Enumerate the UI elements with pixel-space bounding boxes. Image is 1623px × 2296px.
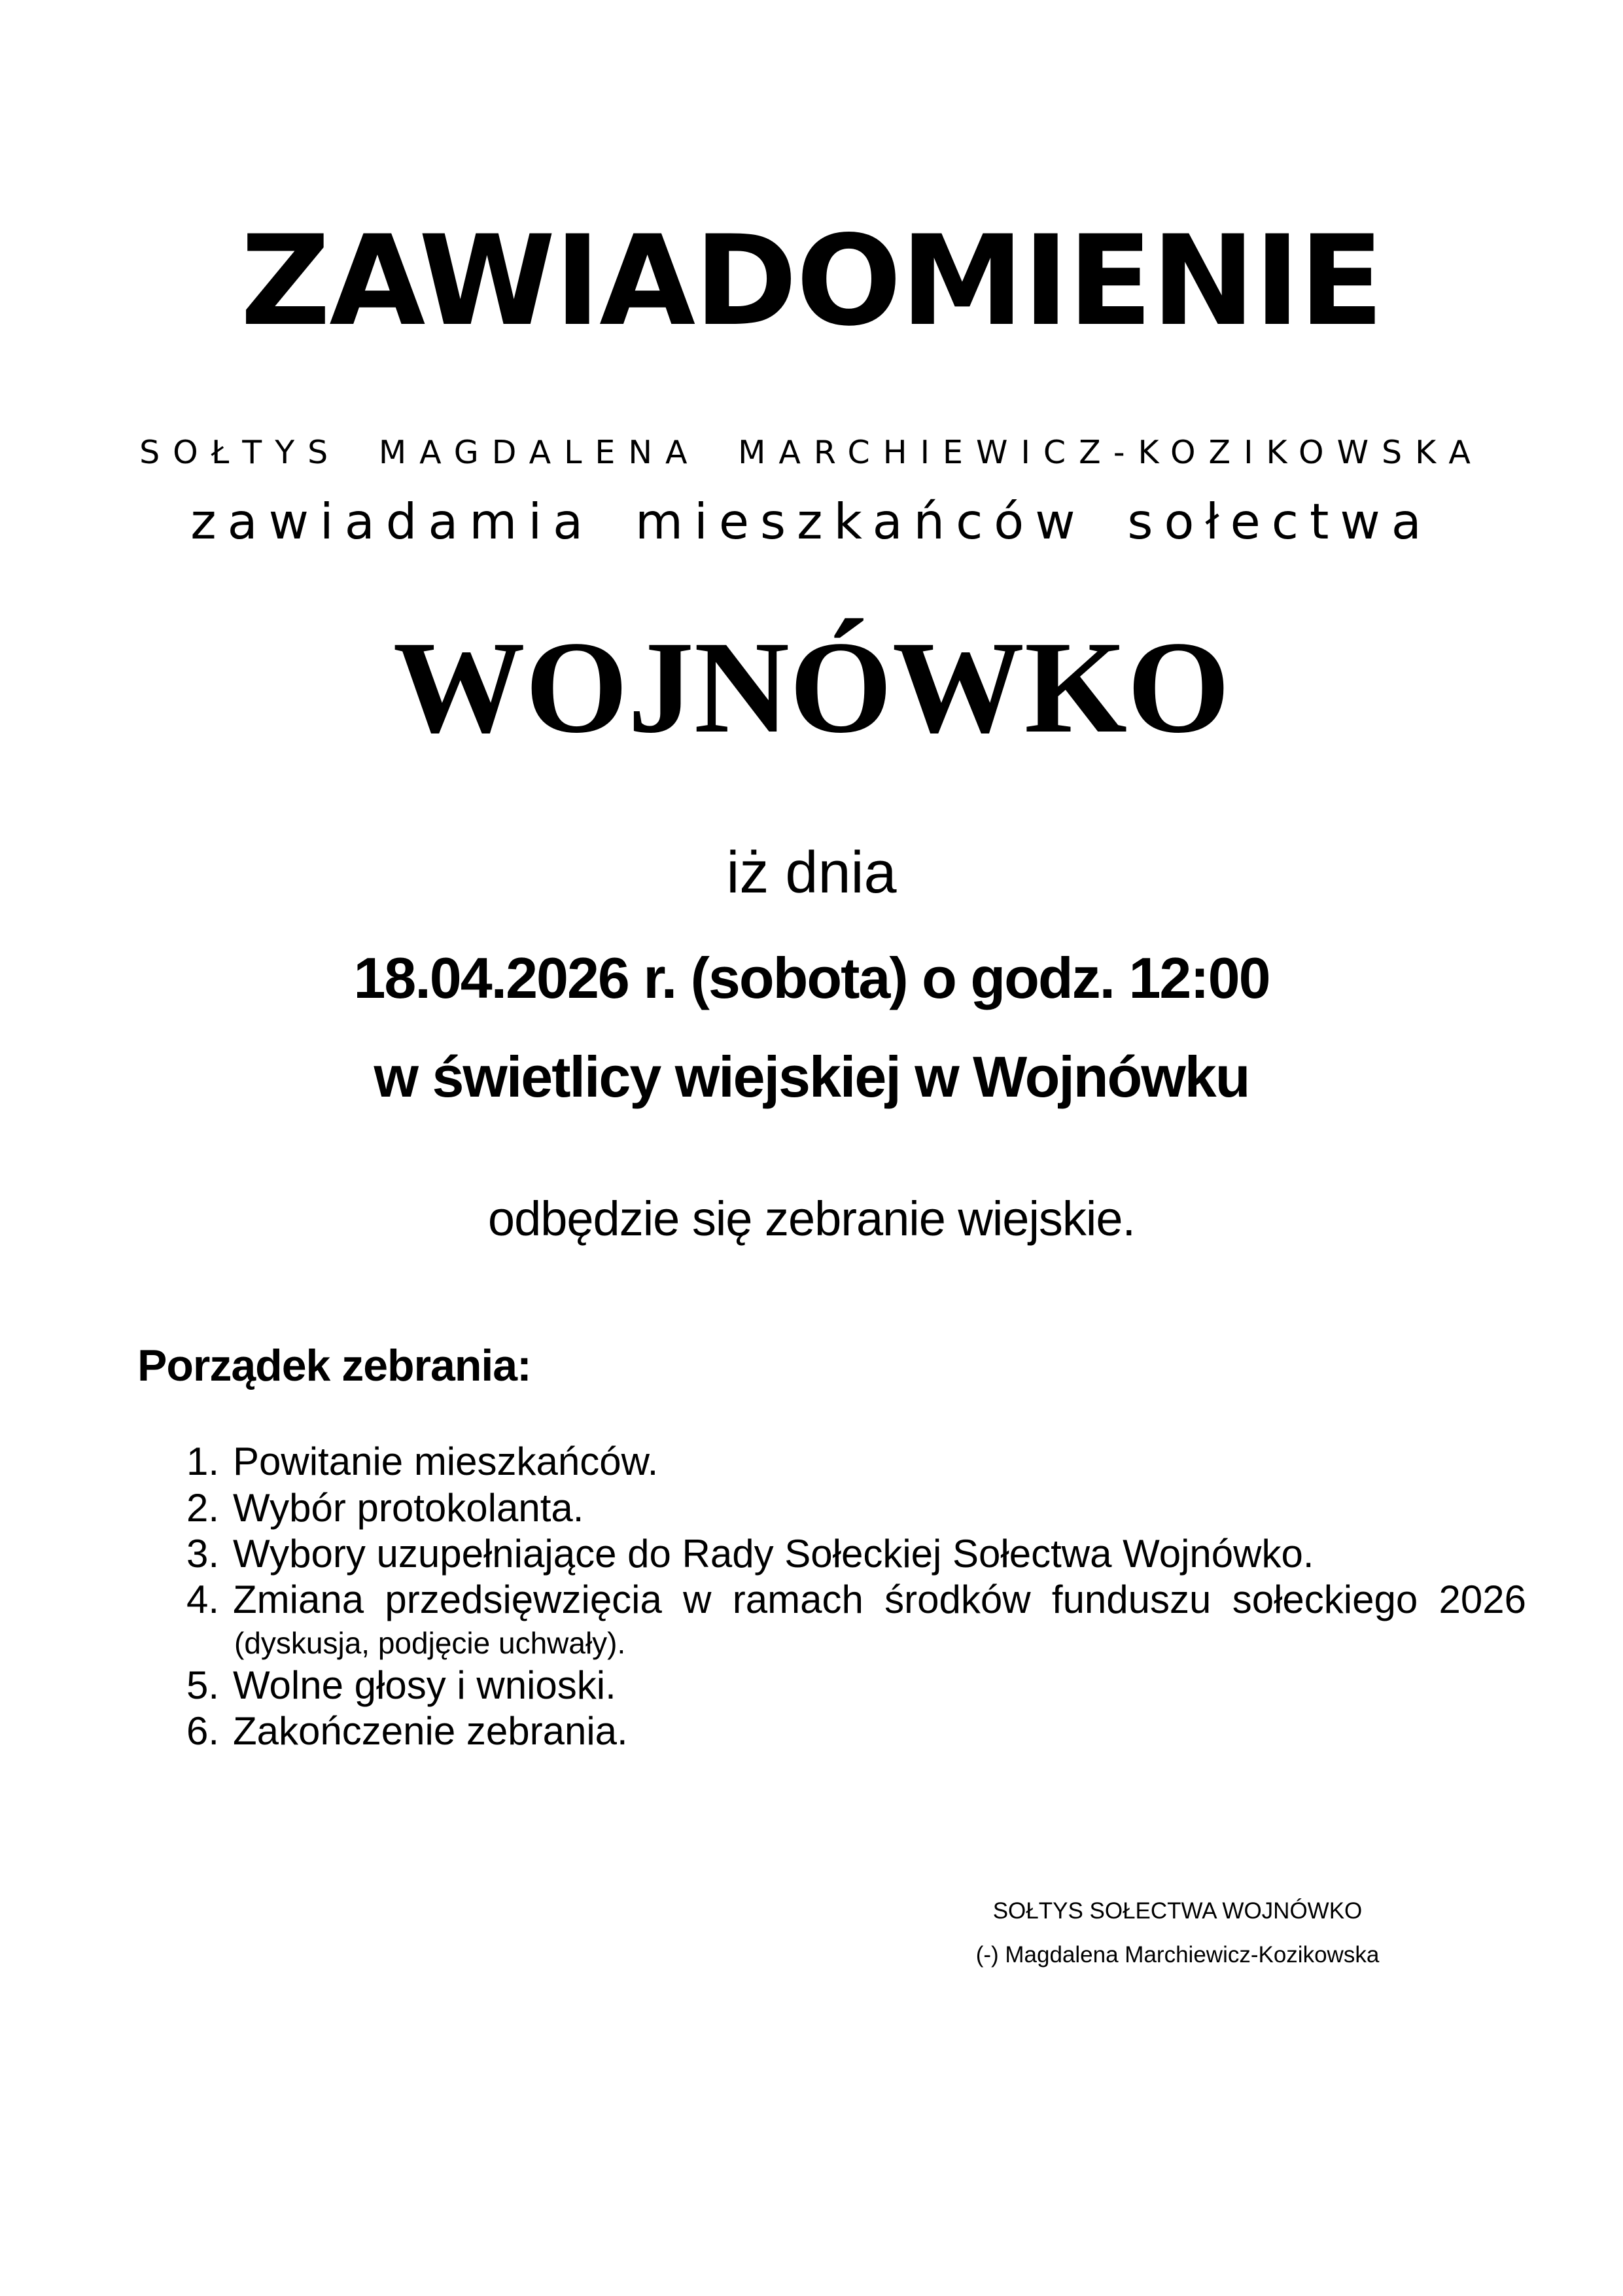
header-audience: zawiadamia mieszkańców sołectwa xyxy=(190,493,1433,550)
agenda-item-number: 6. xyxy=(186,1709,220,1753)
agenda-item-number: 2. xyxy=(186,1486,220,1530)
header-announcer: SOŁTYS MAGDALENA MARCHIEWICZ-KOZIKOWSKA xyxy=(139,434,1484,471)
agenda-item-text: Wolne głosy i wnioski. xyxy=(233,1663,616,1707)
signature-name: (-) Magdalena Marchiewicz-Kozikowska xyxy=(975,1942,1380,1968)
outro-text: odbędzie się zebranie wiejskie. xyxy=(487,1192,1136,1246)
agenda-item-4-note: (dyskusja, podjęcie uchwały). xyxy=(234,1626,626,1660)
agenda-item-number: 4. xyxy=(186,1578,220,1621)
meeting-date: 18.04.2026 r. (sobota) o godz. 12:00 xyxy=(353,945,1270,1010)
agenda-item-text: Powitanie mieszkańców. xyxy=(233,1439,659,1483)
agenda-item-text: Wybory uzupełniające do Rady Sołeckiej Sołectwa Wojnówko. xyxy=(233,1532,1314,1576)
agenda-item-text: Zmiana przedsięwzięcia w ramach środków funduszu sołeckiego 2026 xyxy=(233,1578,1526,1621)
signature-role: SOŁTYS SOŁECTWA WOJNÓWKO xyxy=(992,1898,1363,1924)
agenda-item-5 xyxy=(0,1663,1623,1707)
agenda-item-number: 3. xyxy=(186,1532,220,1576)
agenda-item-4 xyxy=(0,1580,1623,1619)
agenda-item-number: 5. xyxy=(186,1663,220,1707)
agenda-item-1 xyxy=(0,1439,1623,1483)
agenda-item-2 xyxy=(0,1486,1623,1530)
agenda-item-text: Zakończenie zebrania. xyxy=(233,1709,628,1753)
agenda-item-number: 1. xyxy=(186,1439,220,1483)
agenda-item-6 xyxy=(0,1709,1623,1753)
meeting-place: w świetlicy wiejskiej w Wojnówku xyxy=(374,1044,1249,1109)
agenda-item-3 xyxy=(0,1534,1623,1574)
village-name: WOJNÓWKO xyxy=(393,614,1230,760)
intro-text: iż dnia xyxy=(726,840,897,906)
agenda-heading: Porządek zebrania: xyxy=(137,1341,531,1390)
document-title: ZAWIADOMIENIE xyxy=(240,209,1383,353)
agenda-item-text: Wybór protokolanta. xyxy=(233,1486,584,1530)
